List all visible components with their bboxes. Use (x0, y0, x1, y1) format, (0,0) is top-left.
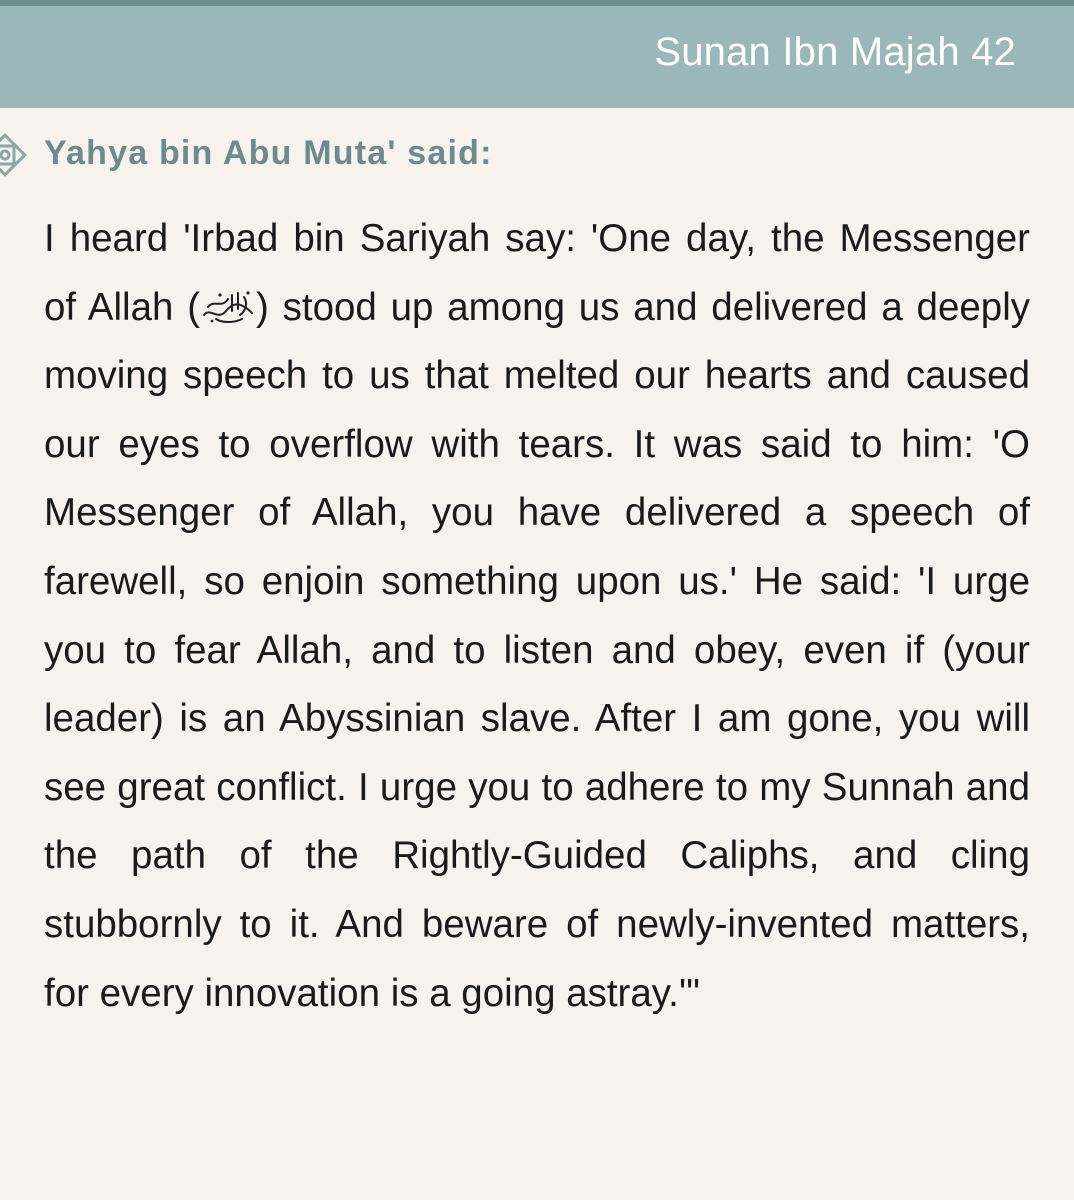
page-title: Sunan Ibn Majah 42 (654, 30, 1016, 74)
ornament-icon (0, 132, 28, 178)
hadith-text (44, 205, 1030, 1028)
narrator-row (0, 128, 1074, 178)
hadith-text-part-2: ) stood up among us and delivered a deeply moving speech to us that melted our hearts and caused our eyes to overflow with tears. It was said to him: 'O Messenger of Allah, you have delivered a speech of farewell, so enjoin something upon us.' He said: 'I urge you to fear Allah, and to listen and obey, even if (your leader) is an Abyssinian slave. After I am gone, you will see great conflict. I urge you to adhere to my Sunnah and the path of the Rightly-Guided Caliphs, and cling stubbornly to it. And beware of newly-invented matters, for every innovation is a going astray.'" (44, 285, 1030, 1015)
narrator-label: Yahya bin Abu Muta' said: (44, 134, 493, 172)
honorific-calligraphy-icon (198, 285, 258, 325)
hadith-text-part-1: I heard 'Irbad bin Sariyah say: 'One day, the Messenger of Allah ( (44, 217, 1030, 329)
header-bar (0, 6, 1074, 108)
